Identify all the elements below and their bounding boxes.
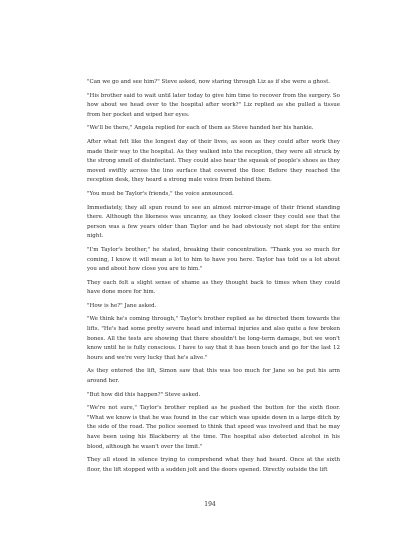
paragraph: After what felt like the longest day of their lives, as soon as they could after work they made their way to the hospital. As they walked into the reception, they were all struck by the strong smell of disinfectant. They could also hear the squeak of people's shoes as they moved swiftly across the lino surface that covered the floor. Before they reached the reception desk, they heard a strong male voice from behind them.: [87, 138, 340, 184]
paragraph: "His brother said to wait until later today to give him time to recover from the surgery. So how about we head over to the hospital after work?" Liz replied as she pulled a tissue from her pocket and wiped her eyes.: [87, 92, 340, 118]
paragraph: "I'm Taylor's brother," he stated, breaking their concentration. "Thank you so much for coming, I know it will mean a lot to him to have you here. Taylor has told us a lot about you and about how close you are to him.": [87, 246, 340, 273]
paragraph: As they entered the lift, Simon saw that this was too much for Jane so he put his arm around her.: [87, 368, 340, 385]
paragraph: "You must be Taylor's friends," the voice announced.: [87, 190, 234, 197]
body-text: [87, 78, 340, 479]
paragraph: "Can we go and see him?" Steve asked, now staring through Liz as if she were a ghost.: [87, 79, 331, 85]
paragraph: "We think he's coming through," Taylor's brother replied as he directed them towards the lifts. "He's had some pretty severe head and internal injuries and also quite a few broken bones. All the tests are showing that there shouldn't be long-term damage, but we won't know until he is fully conscious. I have to say that it has been touch and go for the last 12 hours and we're very lucky that he's alive.": [87, 316, 340, 361]
paragraph: They each felt a slight sense of shame as they thought back to times when they could have done more for him.: [87, 279, 340, 296]
paragraph: "How is he?" Jane asked.: [87, 302, 157, 309]
page-number: 194: [204, 501, 216, 508]
paragraph: "But how did this happen?" Steve asked.: [87, 391, 201, 398]
paragraph: They all stood in silence trying to comprehend what they had heard. Once at the sixth floor, the lift stopped with a sudden jolt and the doors opened. Directly outside the lift: [87, 457, 340, 473]
paragraph: "We're not sure," Taylor's brother replied as he pushed the button for the sixth floor. "What we know is that he was found in the car which was upside down in a large ditch by the side of the road. The police seemed to think that speed was involved and that he may have been using his Blackberry at the time. The hospital also detected alcohol in his blood, although he wasn't over the limit.": [87, 405, 340, 450]
paragraph: "We'll be there," Angela replied for each of them as Steve handed her his hankie.: [87, 125, 314, 132]
paragraph: Immediately, they all spun round to see an almost mirror-image of their friend standing there. Although the likeness was uncanny, as they looked closer they could see that the person was a few years older than Taylor and he had obviously not slept for the entire night.: [87, 204, 340, 240]
